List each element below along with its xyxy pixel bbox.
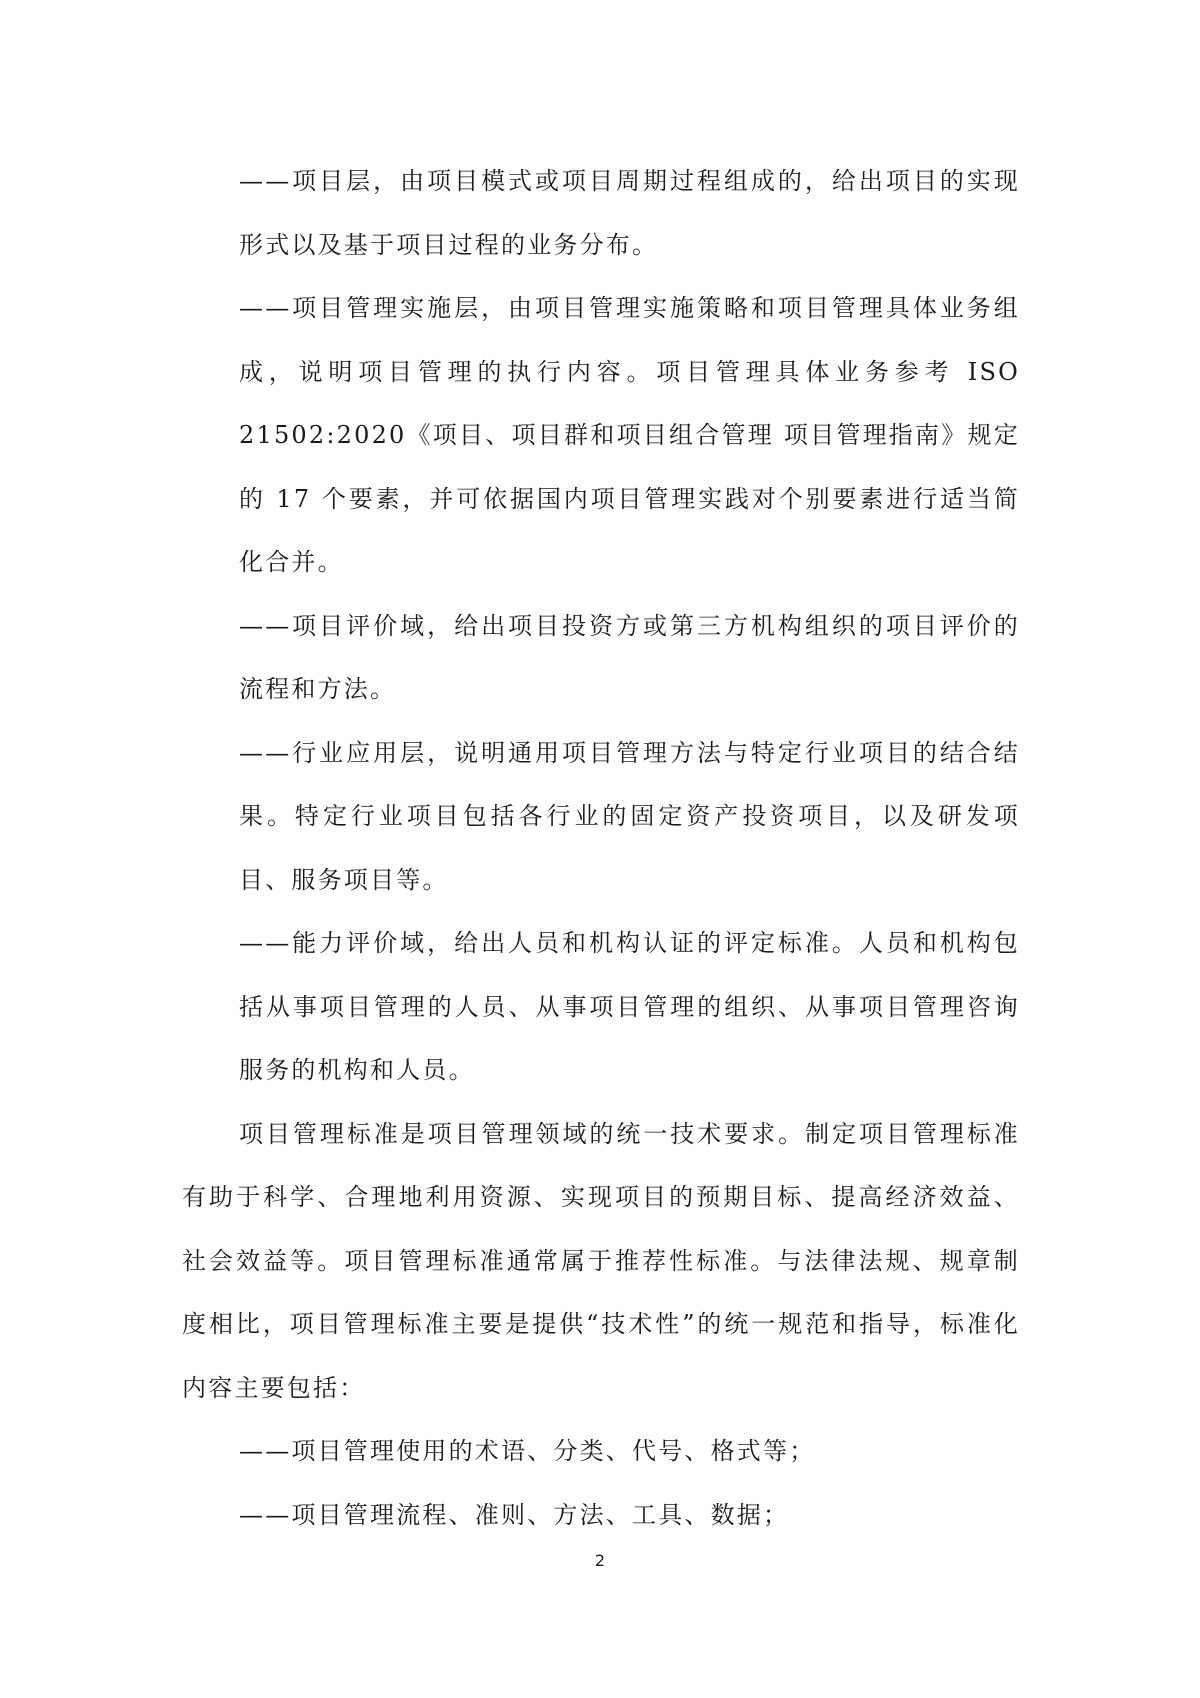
list-item-project-layer: ——项目层，由项目模式或项目周期过程组成的，给出项目的实现形式以及基于项目过程的业务分布。 bbox=[239, 167, 1020, 259]
page-number: 2 bbox=[594, 1551, 606, 1570]
document-body bbox=[182, 150, 1020, 1547]
list-item-implementation-layer: ——项目管理实施层，由项目管理实施策略和项目管理具体业务组成，说明项目管理的执行内容。项目管理具体业务参考 ISO 21502:2020《项目、项目群和项目组合管理 项目管理指南》规定的 17 个要素，并可依据国内项目管理实践对个别要素进行适当简化合并。 bbox=[239, 294, 1020, 576]
body-paragraph-standards: 项目管理标准是项目管理领域的统一技术要求。制定项目管理标准有助于科学、合理地利用资源、实现项目的预期目标、提高经济效益、社会效益等。项目管理标准通常属于推荐性标准。与法律法规、规章制度相比，项目管理标准主要是提供“技术性”的统一规范和指导，标准化内容主要包括： bbox=[182, 1119, 1020, 1402]
list-item-terminology: ——项目管理使用的术语、分类、代号、格式等； bbox=[239, 1437, 816, 1465]
list-item-capability-domain: ——能力评价域，给出人员和机构认证的评定标准。人员和机构包括从事项目管理的人员、从事项目管理的组织、从事项目管理咨询服务的机构和人员。 bbox=[239, 929, 1020, 1084]
list-item-industry-layer: ——行业应用层，说明通用项目管理方法与特定行业项目的结合结果。特定行业项目包括各行业的固定资产投资项目，以及研发项目、服务项目等。 bbox=[239, 738, 1020, 894]
list-item-evaluation-domain: ——项目评价域，给出项目投资方或第三方机构组织的项目评价的流程和方法。 bbox=[239, 611, 1020, 703]
list-item-processes: ——项目管理流程、准则、方法、工具、数据； bbox=[239, 1500, 790, 1529]
